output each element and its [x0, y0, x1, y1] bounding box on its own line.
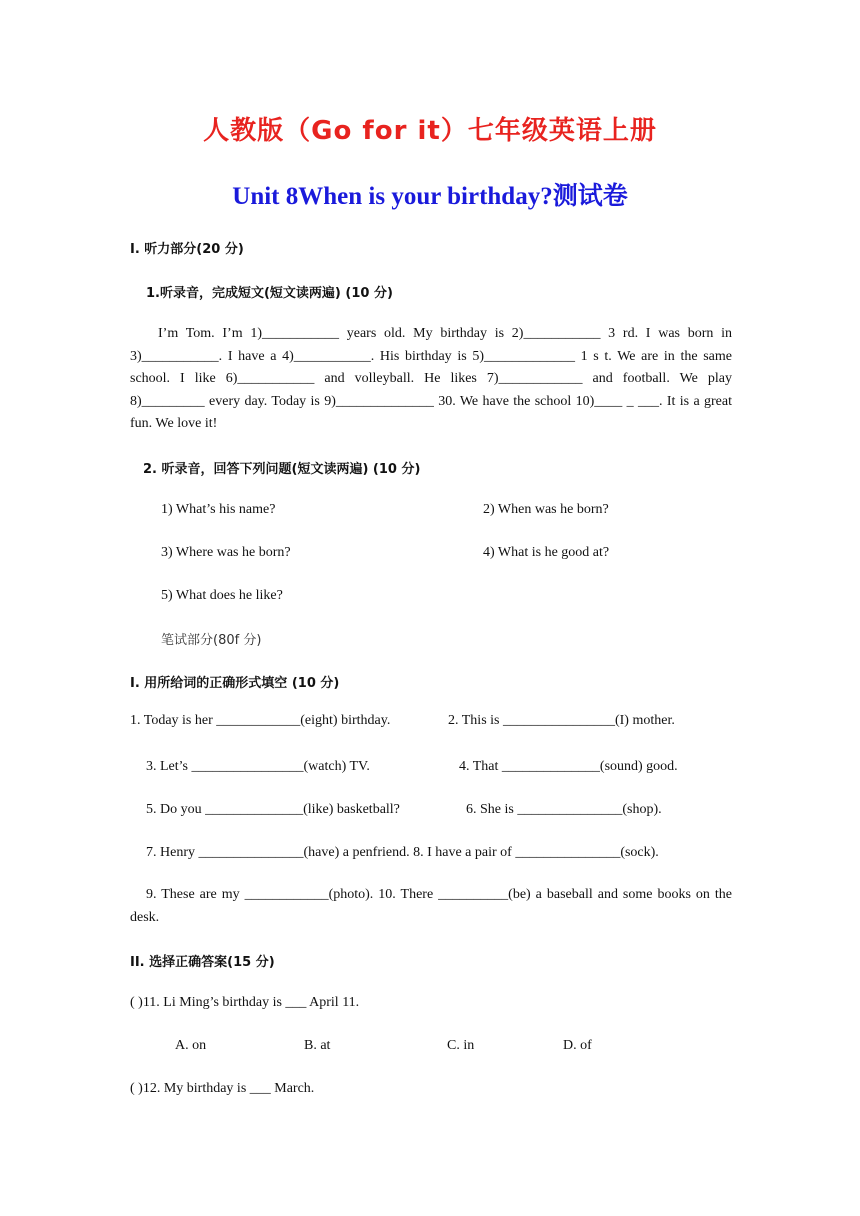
passage-text: I’m Tom. I’m 1)___________ years old. My birthday is 2)___________ 3 rd. I was born in 3)___________. I have a 4)___________. His birthday is 5)_____________ 1 s t. We are in the same school. I like 6)___________ and volleyball. He likes 7)____________ and football. We play 8)_________ every day. Today is 9)______________ 30. We have the school 10)____ _ ___. It is a great fun. We love it! — [130, 326, 732, 431]
fill-item-5: 5. Do you ______________(like) basketball? — [146, 802, 400, 817]
document-title-english: Unit 8When is your birthday?测试卷 — [232, 183, 628, 210]
question-1: 1) What’s his name? — [161, 502, 276, 517]
fill-item-3: 3. Let’s ________________(watch) TV. — [146, 759, 370, 774]
fill-item-4: 4. That ______________(sound) good. — [459, 759, 678, 774]
question-4: 4) What is he good at? — [483, 545, 610, 560]
listening-part2-heading: 2. 听录音，回答下列问题(短文读两遍) (10 分) — [143, 462, 421, 477]
document-title-chinese: 人教版（Go for it）七年级英语上册 — [203, 116, 657, 146]
question-3: 3) Where was he born? — [161, 545, 291, 560]
section1-heading: I. 用所给词的正确形式填空 (10 分) — [130, 676, 340, 691]
listening-section-heading: I. 听力部分(20 分) — [130, 242, 244, 257]
option-c: C. in — [447, 1038, 475, 1053]
mc-question-11: ( )11. Li Ming’s birthday is ___ April 11. — [130, 995, 360, 1010]
fill-item-9-10: 9. These are my ____________(photo). 10. There __________(be) a baseball and some books on the desk. — [130, 887, 732, 925]
question-2: 2) When was he born? — [483, 502, 609, 517]
written-part-label: 笔试部分(80f 分) — [161, 633, 262, 648]
fill-item-1: 1. Today is her ____________(eight) birthday. — [130, 713, 391, 728]
option-b: B. at — [304, 1038, 331, 1053]
option-d: D. of — [563, 1038, 592, 1053]
mc-question-12: ( )12. My birthday is ___ March. — [130, 1081, 315, 1096]
section2-heading: II. 选择正确答案(15 分) — [130, 955, 275, 970]
question-5: 5) What does he like? — [161, 588, 283, 603]
option-a: A. on — [175, 1038, 207, 1053]
fill-item-7-8: 7. Henry _______________(have) a penfriend. 8. I have a pair of _______________(sock). — [146, 845, 659, 860]
listening-part1-heading: 1.听录音，完成短文(短文读两遍) (10 分) — [146, 286, 393, 301]
fill-item-6: 6. She is _______________(shop). — [466, 802, 662, 817]
listening-part1-passage — [130, 323, 732, 436]
fill-item-2: 2. This is ________________(I) mother. — [448, 713, 675, 728]
